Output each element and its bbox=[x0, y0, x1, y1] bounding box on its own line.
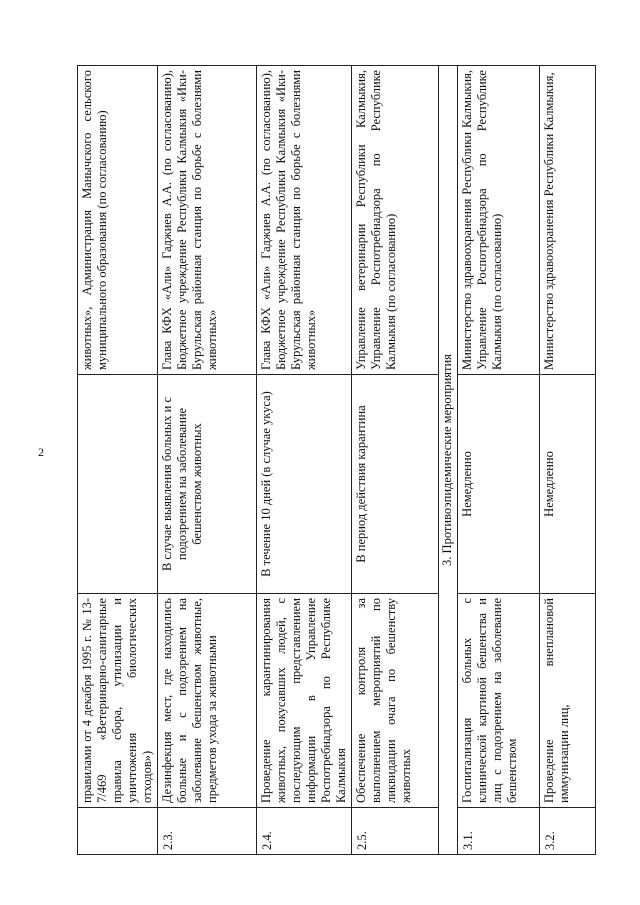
cell-responsible: Глава КФХ «Али» Гаджиев А.А. (по согласованию), Бюджетное учреждение Республики Калмыкия «Ики-Бурульская районная станция по борьбе с болезнями животных» bbox=[257, 66, 352, 375]
cell-term: Немедленно bbox=[540, 375, 596, 594]
cell-action: правилами от 4 декабря 1995 г. № 13-7/469 «Ветеринарно-санитарные правила сбора, утилизации и уничтожения биологических отходов») bbox=[78, 594, 158, 808]
cell-term: В случае выявления больных и с подозрением на заболевание бешенством животных bbox=[158, 375, 257, 594]
table-row-2-3 bbox=[158, 66, 257, 855]
measures-table bbox=[77, 65, 596, 855]
cell-term bbox=[78, 375, 158, 594]
document-table-wrapper bbox=[77, 65, 580, 855]
cell-number: 2.5. bbox=[352, 808, 439, 855]
cell-responsible: Министерство здравоохранения Республики Калмыкия, bbox=[540, 66, 596, 375]
table-row-continuation bbox=[78, 66, 158, 855]
cell-responsible: животных», Администрация Манычского сельского муниципального образования (по согласованию) bbox=[78, 66, 158, 375]
cell-action: Дезинфекция мест, где находились больные и с подозрением на заболевание бешенством животные, предметов ухода за животными bbox=[158, 594, 257, 808]
cell-action: Обеспечение контроля за выполнением мероприятий по ликвидации очага по бешенству животных bbox=[352, 594, 439, 808]
cell-action: Госпитализация больных с клинической картиной бешенства и лиц с подозрением на заболевание бешенством bbox=[458, 594, 540, 808]
table-row-2-4 bbox=[257, 66, 352, 855]
cell-number: 2.3. bbox=[158, 808, 257, 855]
cell-responsible: Глава КФХ «Али» Гаджиев А.А. (по согласованию), Бюджетное учреждение Республики Калмыкия «Ики-Бурульская районная станция по борьбе с болезнями животных» bbox=[158, 66, 257, 375]
table-row-3-2 bbox=[540, 66, 596, 855]
rotated-table-container bbox=[77, 65, 580, 855]
cell-responsible: Министерство здравоохранения Республики Калмыкия, Управление Роспотребнадзора по Республике Калмыкия (по согласованию) bbox=[458, 66, 540, 375]
section-title: 3. Противоэпидемические мероприятия bbox=[439, 66, 458, 855]
table-section-row bbox=[439, 66, 458, 855]
cell-number: 3.2. bbox=[540, 808, 596, 855]
cell-number: 2.4. bbox=[257, 808, 352, 855]
cell-action: Проведение внеплановой иммунизации лиц, bbox=[540, 594, 596, 808]
cell-number: 3.1. bbox=[458, 808, 540, 855]
cell-term: В период действия карантина bbox=[352, 375, 439, 594]
cell-term: В течение 10 дней (в случае укуса) bbox=[257, 375, 352, 594]
cell-term: Немедленно bbox=[458, 375, 540, 594]
cell-action: Проведение карантинирования животных, покусавших людей, с последующим представлением информации в Управление Роспотребнадзора по Республике Калмыкия bbox=[257, 594, 352, 808]
page-number: 2 bbox=[38, 445, 44, 459]
table-row-3-1 bbox=[458, 66, 540, 855]
cell-number bbox=[78, 808, 158, 855]
cell-responsible: Управление ветеринарии Республики Калмыкия, Управление Роспотребнадзора по Республике Калмыкия (по согласованию) bbox=[352, 66, 439, 375]
table-row-2-5 bbox=[352, 66, 439, 855]
